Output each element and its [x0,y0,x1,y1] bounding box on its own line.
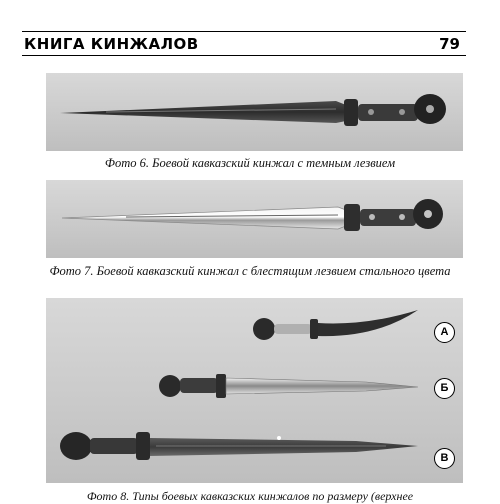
photo-7-shiny-blade-dagger [46,180,463,258]
dagger-sizes-image [46,298,463,483]
header-bottom-rule [22,55,466,56]
dagger-dark-blade-image [46,73,463,151]
photo-8-caption: Фото 8. Типы боевых кавказских кинжалов по размеру (верхнее [86,489,414,503]
dagger-a [253,310,418,340]
dagger-c [60,432,418,460]
photo-8-dagger-sizes [46,298,463,483]
label-b-badge: Б [434,378,455,399]
label-a-badge: А [434,322,455,343]
book-title: КНИГА КИНЖАЛОВ [24,35,199,53]
label-v-badge: В [434,448,455,469]
dagger-b [159,374,418,398]
photo-7-caption: Фото 7. Боевой кавказский кинжал с блестящим лезвием стального цвета [49,264,451,278]
photo-6-caption: Фото 6. Боевой кавказский кинжал с темным лезвием [104,156,396,170]
photo-6-dark-blade-dagger [46,73,463,151]
header-top-rule [22,31,466,32]
page-number: 79 [439,35,460,53]
dagger-shiny-blade-image [46,180,463,258]
